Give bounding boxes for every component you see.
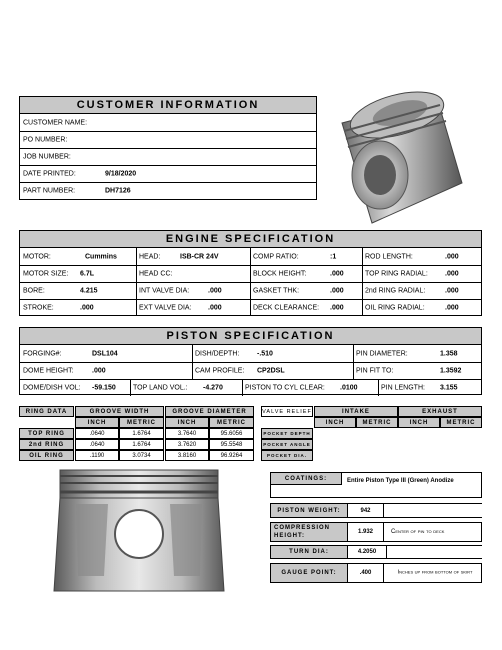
po-number-row [20,131,316,149]
dish-depth-value: -.510 [257,350,273,357]
piston-weight-label: PISTON WEIGHT: [270,503,348,518]
piston-to-cyl-clear-label: PISTON TO CYL CLEAR: [245,384,325,391]
gd-inch-header: INCH [165,417,209,428]
customer-information-section [19,96,317,200]
engine-row-4 [20,299,481,316]
turn-dia-box [270,545,482,559]
valve-relief-corner: VALVE RELIEF [261,406,313,417]
second-ring-radial-value: .000 [445,287,459,294]
second-ring-label: 2nd RING [19,439,74,450]
motor-label: MOTOR: [23,253,51,260]
rod-length-value: .000 [445,253,459,260]
intake-header: INTAKE [314,406,398,417]
bore-label: BORE: [23,287,45,294]
cam-profile-value: CP2DSL [257,367,285,374]
top-ring-label: TOP RING [19,428,74,439]
valve-relief-table [261,406,482,462]
motor-size-value: 6.7L [80,270,95,277]
stroke-value: .000 [80,304,94,311]
second-ring-gd-inch: 3.7620 [165,439,209,450]
pin-diameter-value: 1.358 [440,350,458,357]
oil-ring-gw-metric: 3.0734 [119,450,164,461]
oil-ring-gw-inch: .1190 [75,450,119,461]
ring-data-corner: RING DATA [19,406,74,417]
compression-height-note: Center of pin to deck [391,529,445,535]
dome-dish-vol-value: -59.150 [92,384,116,391]
pin-fit-label: PIN FIT TO: [356,367,394,374]
date-printed-label: DATE PRINTED: [23,170,76,177]
gauge-point-note: Inches up from bottom of skirt [397,569,473,576]
turn-dia-value: 4.2050 [347,545,387,559]
coatings-box [270,472,482,498]
forging-label: FORGING#: [23,350,62,357]
gw-metric-header: METRIC [119,417,164,428]
gauge-point-box [270,563,482,583]
ext-valve-dia-value: .000 [208,304,222,311]
deck-clearance-value: .000 [330,304,344,311]
engine-row-2 [20,265,481,283]
part-number-label: PART NUMBER: [23,187,76,194]
gw-inch-header: INCH [75,417,119,428]
deck-clearance-label: DECK CLEARANCE: [253,304,320,311]
comp-ratio-label: COMP RATIO: [253,253,299,260]
top-ring-gd-metric: 95.6056 [209,428,254,439]
motor-size-label: MOTOR SIZE: [23,270,69,277]
int-valve-dia-value: .000 [208,287,222,294]
pin-length-value: 3.155 [440,384,458,391]
cam-profile-label: CAM PROFILE: [195,367,245,374]
po-number-label: PO NUMBER: [23,136,68,143]
oil-ring-label: OIL RING [19,450,74,461]
block-height-value: .000 [330,270,344,277]
coatings-label: COATINGS: [270,472,342,485]
exhaust-inch-header: INCH [398,417,440,428]
engine-row-1 [20,248,481,266]
piston-3d-image [322,83,472,233]
top-ring-radial-value: .000 [445,270,459,277]
intake-metric-header: METRIC [356,417,398,428]
groove-diameter-header: GROOVE DIAMETER [165,406,254,417]
top-land-vol-label: TOP LAND VOL.: [133,384,188,391]
customer-name-label: CUSTOMER NAME: [23,119,88,126]
pin-fit-value: 1.3592 [440,367,462,374]
piston-to-cyl-clear-value: .0100 [340,384,358,391]
turn-dia-label: TURN DIA: [270,545,348,559]
top-ring-gw-inch: .0640 [75,428,119,439]
groove-width-header: GROOVE WIDTH [75,406,164,417]
customer-information-title: CUSTOMER INFORMATION [20,97,316,114]
int-valve-dia-label: INT VALVE DIA: [139,287,190,294]
rod-length-label: ROD LENGTH: [365,253,413,260]
gauge-point-label: GAUGE POINT: [270,563,348,583]
dome-height-label: DOME HEIGHT: [23,367,74,374]
top-ring-gd-inch: 3.7640 [165,428,209,439]
pin-diameter-label: PIN DIAMETER: [356,350,408,357]
pocket-angle-label: POCKET ANGLE [261,439,313,450]
compression-height-value: 1.932 [347,522,384,542]
head-label: HEAD: [139,253,161,260]
job-number-row [20,148,316,166]
compression-height-box [270,522,482,542]
dome-height-value: .000 [92,367,106,374]
piston-specification-title: PISTON SPECIFICATION [20,328,481,345]
dish-depth-label: DISH/DEPTH: [195,350,240,357]
top-ring-gw-metric: 1.6764 [119,428,164,439]
gasket-thk-value: .000 [330,287,344,294]
intake-inch-header: INCH [314,417,356,428]
piston-specification-section [19,327,482,395]
oil-ring-gd-metric: 96.9264 [209,450,254,461]
top-land-vol-value: -4.270 [203,384,223,391]
head-cc-label: HEAD CC: [139,270,173,277]
piston-weight-box [270,503,482,518]
second-ring-gw-inch: .0640 [75,439,119,450]
piston-side-view-image [38,466,238,596]
ext-valve-dia-label: EXT VALVE DIA: [139,304,192,311]
piston-row-3 [20,379,481,396]
compression-height-label: COMPRESSION HEIGHT: [270,522,348,542]
date-printed-row [20,165,316,183]
motor-value: Cummins [85,253,117,260]
gd-metric-header: METRIC [209,417,254,428]
exhaust-metric-header: METRIC [440,417,482,428]
forging-value: DSL104 [92,350,118,357]
part-number-row [20,182,316,199]
job-number-label: JOB NUMBER: [23,153,71,160]
oil-ring-radial-label: OIL RING RADIAL: [365,304,425,311]
coatings-value: Entire Piston Type III (Green) Anodize [347,478,454,484]
oil-ring-gd-inch: 3.8160 [165,450,209,461]
engine-row-3 [20,282,481,300]
comp-ratio-value: :1 [330,253,337,260]
oil-ring-radial-value: .000 [445,304,459,311]
piston-weight-value: 942 [347,503,384,518]
date-printed-value: 9/18/2020 [105,170,137,177]
stroke-label: STROKE: [23,304,54,311]
top-ring-radial-label: TOP RING RADIAL: [365,270,428,277]
customer-name-row [20,114,316,132]
ring-data-table [19,406,254,462]
bore-value: 4.215 [80,287,98,294]
head-value: ISB-CR 24V [180,253,219,260]
engine-specification-title: ENGINE SPECIFICATION [20,231,481,248]
part-number-value: DH7126 [105,187,131,194]
dome-dish-vol-label: DOME/DISH VOL: [23,384,81,391]
gasket-thk-label: GASKET THK: [253,287,300,294]
pocket-dia-label: POCKET DIA. [261,450,313,461]
second-ring-gd-metric: 95.5548 [209,439,254,450]
piston-row-1 [20,345,481,363]
piston-row-2 [20,362,481,380]
exhaust-header: EXHAUST [398,406,482,417]
gauge-point-value: .400 [347,563,384,583]
block-height-label: BLOCK HEIGHT: [253,270,307,277]
second-ring-radial-label: 2nd RING RADIAL: [365,287,426,294]
pin-length-label: PIN LENGTH: [381,384,425,391]
pocket-depth-label: POCKET DEPTH [261,428,313,439]
second-ring-gw-metric: 1.6764 [119,439,164,450]
engine-specification-section [19,230,482,316]
